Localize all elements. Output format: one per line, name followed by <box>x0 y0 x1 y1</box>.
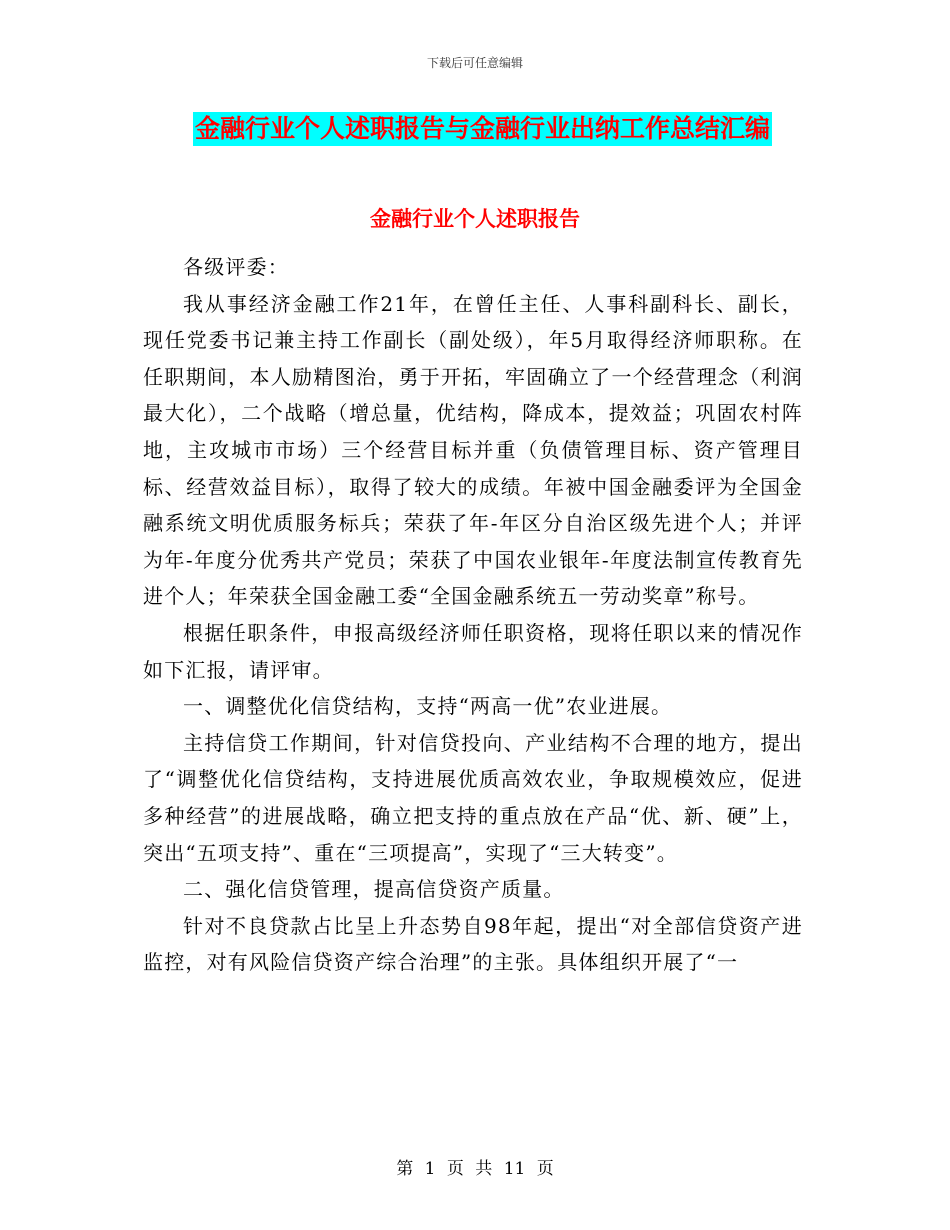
page-footer: 第 1 页 共 11 页 <box>396 1159 554 1179</box>
paragraph-credit-structure: 主持信贷工作期间，针对信贷投向、产业结构不合理的地方，提出了“调整优化信贷结构，支持进展优质高效农业，争取规模效应，促进多种经营”的进展战略，确立把支持的重点放在产品“优、新、硬”上，突出“五项支持”、重在“三项提高”，实现了“三大转变”。 <box>143 730 803 865</box>
main-title-highlight <box>193 112 772 146</box>
page-header-note: 下载后可任意编辑 <box>426 56 523 70</box>
heading-two: 二、强化信贷管理，提高信贷资产质量。 <box>183 877 565 902</box>
document-body <box>143 249 803 981</box>
heading-one: 一、调整优化信贷结构，支持“两高一优”农业进展。 <box>183 694 673 719</box>
paragraph-application: 根据任职条件，申报高级经济师任职资格，现将任职以来的情况作如下汇报，请评审。 <box>143 620 803 682</box>
section-title: 金融行业个人述职报告 <box>370 207 580 231</box>
paragraph-intro: 我从事经济金融工作21年，在曾任主任、人事科副科长、副长，现任党委书记兼主持工作副长（副处级），年5月取得经济师职称。在任职期间，本人励精图治，勇于开拓，牢固确立了一个经营理念（利润最大化），二个战略（增总量，优结构，降成本，提效益；巩固农村阵地，主攻城市市场）三个经营目标并重（负债管理目标、资产管理目标、经营效益目标），取得了较大的成绩。年被中国金融委评为全国金融系统文明优质服务标兵；荣获了年-年区分自治区级先进个人；并评为年-年度分优秀共产党员；荣获了中国农业银年-年度法制宣传教育先进个人；年荣获全国金融工委“全国金融系统五一劳动奖章”称号。 <box>143 291 803 609</box>
paragraph-credit-management: 针对不良贷款占比呈上升态势自98年起，提出“对全部信贷资产进监控，对有风险信贷资产综合治理”的主张。具体组织开展了“一 <box>143 913 803 975</box>
salutation: 各级评委： <box>183 255 289 279</box>
main-title: 金融行业个人述职报告与金融行业出纳工作总结汇编 <box>195 114 771 143</box>
